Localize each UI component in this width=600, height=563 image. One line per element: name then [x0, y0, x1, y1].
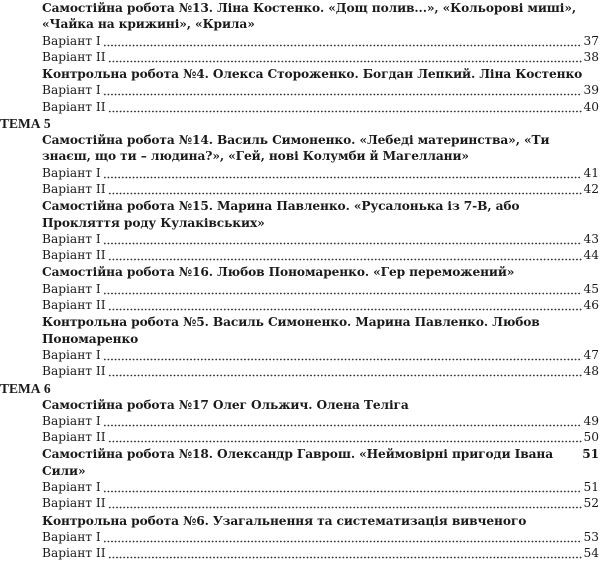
entry-label: Варіант I [42, 413, 101, 428]
entry-page-number: 47 [583, 347, 599, 362]
toc-entry[interactable] [42, 413, 599, 429]
dot-leader [103, 347, 583, 363]
section-heading: ТЕМА 6 [0, 380, 51, 396]
work-title [42, 446, 599, 479]
entry-label: Варіант I [42, 165, 101, 180]
toc-entry[interactable] [42, 231, 599, 247]
entry-page-number: 48 [583, 364, 599, 379]
work-title [42, 513, 599, 529]
entry-page-number: 37 [583, 33, 599, 48]
entry-page-number: 46 [583, 298, 599, 313]
entry-label: Варіант I [42, 529, 101, 544]
work-title [42, 198, 599, 231]
toc-entry[interactable] [42, 363, 599, 379]
toc-group [0, 513, 599, 562]
dot-leader [108, 363, 583, 379]
entry-page-number: 54 [583, 546, 599, 561]
toc-entry[interactable] [42, 99, 599, 115]
entry-page-number: 39 [583, 83, 599, 98]
dot-leader [108, 429, 583, 445]
dot-leader [103, 413, 583, 429]
work-title-text: Самостійна робота №14. Василь Симоненко. «Лебеді материнства», «Ти знаєш, що ти – людина?», «Гей, нові Колумби й Магеллани» [42, 133, 550, 164]
work-title-text: Самостійна робота №16. Любов Пономаренко. «Гер переможений» [42, 265, 515, 280]
dot-leader [103, 479, 583, 495]
dot-leader [108, 49, 583, 65]
entry-label: Варіант II [42, 298, 106, 313]
entry-label: Варіант I [42, 33, 101, 48]
work-title [42, 314, 599, 347]
work-title-text: Контрольна робота №4. Олекса Стороженко. Богдан Лепкий. Ліна Костенко [42, 67, 583, 82]
entry-page-number: 49 [583, 413, 599, 428]
entry-label: Варіант I [42, 83, 101, 98]
entry-label: Варіант I [42, 231, 101, 246]
entry-page-number: 43 [583, 231, 599, 246]
dot-leader [108, 99, 583, 115]
work-title [42, 132, 599, 165]
entry-page-number: 44 [583, 248, 599, 263]
work-title-text: Самостійна робота №15. Марина Павленко. «Русалонька із 7-В, або Прокляття роду Кулаківських» [42, 199, 520, 230]
dot-leader [103, 33, 583, 49]
toc-group [0, 66, 599, 115]
entry-label: Варіант II [42, 364, 106, 379]
dot-leader [108, 247, 583, 263]
toc-entry[interactable] [42, 297, 599, 313]
entry-label: Варіант II [42, 49, 106, 64]
entry-page-number: 45 [583, 281, 599, 296]
toc-group [0, 198, 599, 263]
toc-entry[interactable] [42, 281, 599, 297]
entry-page-number: 50 [583, 430, 599, 445]
entry-label: Варіант I [42, 281, 101, 296]
dot-leader [103, 82, 583, 98]
entry-page-number: 51 [583, 480, 599, 495]
toc-group [0, 264, 599, 313]
toc-entry[interactable] [42, 49, 599, 65]
work-title [42, 0, 599, 33]
dot-leader [108, 545, 583, 561]
toc-entry[interactable] [42, 479, 599, 495]
entry-label: Варіант II [42, 181, 106, 196]
work-title-text: Контрольна робота №5. Василь Симоненко. Марина Павленко. Любов Пономаренко [42, 315, 540, 346]
toc-group [0, 132, 599, 197]
toc-entry[interactable] [42, 165, 599, 181]
toc-entry[interactable] [42, 429, 599, 445]
entry-page-number: 41 [583, 165, 599, 180]
work-title [42, 397, 599, 413]
entry-page-number: 42 [583, 181, 599, 196]
section-heading: ТЕМА 5 [0, 116, 51, 132]
toc-entry[interactable] [42, 529, 599, 545]
work-title-text: Самостійна робота №13. Ліна Костенко. «Дощ полив...», «Кольорові миші», «Чайка на крижині», «Крила» [42, 1, 576, 32]
work-title [42, 264, 599, 280]
toc-entry[interactable] [42, 495, 599, 511]
toc-entry[interactable] [42, 82, 599, 98]
toc-group [0, 314, 599, 379]
entry-page-number: 40 [583, 99, 599, 114]
toc-entry[interactable] [42, 181, 599, 197]
dot-leader [103, 529, 583, 545]
entry-label: Варіант II [42, 99, 106, 114]
toc-group [0, 446, 599, 511]
work-title-text: Контрольна робота №6. Узагальнення та систематизація вивченого [42, 513, 527, 528]
entry-label: Варіант II [42, 546, 106, 561]
dot-leader [108, 181, 583, 197]
toc-entry[interactable] [42, 545, 599, 561]
entry-page-number: 38 [583, 49, 599, 64]
entry-label: Варіант I [42, 347, 101, 362]
dot-leader [103, 281, 583, 297]
entry-page-number: 52 [583, 496, 599, 511]
entry-label: Варіант II [42, 496, 106, 511]
toc-group [0, 397, 599, 446]
toc-entry[interactable] [42, 33, 599, 49]
dot-leader [103, 165, 583, 181]
dot-leader [108, 297, 583, 313]
dot-leader [103, 231, 583, 247]
toc-group [0, 0, 599, 65]
work-title-text: Самостійна робота №18. Олександр Гаврош. «Неймовірні пригоди Івана Сили» [42, 447, 554, 478]
work-page-number: 51 [582, 447, 599, 462]
work-title-text: Самостійна робота №17 Олег Ольжич. Олена Теліга [42, 397, 409, 412]
toc-entry[interactable] [42, 347, 599, 363]
entry-label: Варіант I [42, 480, 101, 495]
entry-page-number: 53 [583, 529, 599, 544]
entry-label: Варіант II [42, 248, 106, 263]
dot-leader [108, 495, 583, 511]
work-title [42, 66, 599, 82]
entry-label: Варіант II [42, 430, 106, 445]
toc-entry[interactable] [42, 247, 599, 263]
